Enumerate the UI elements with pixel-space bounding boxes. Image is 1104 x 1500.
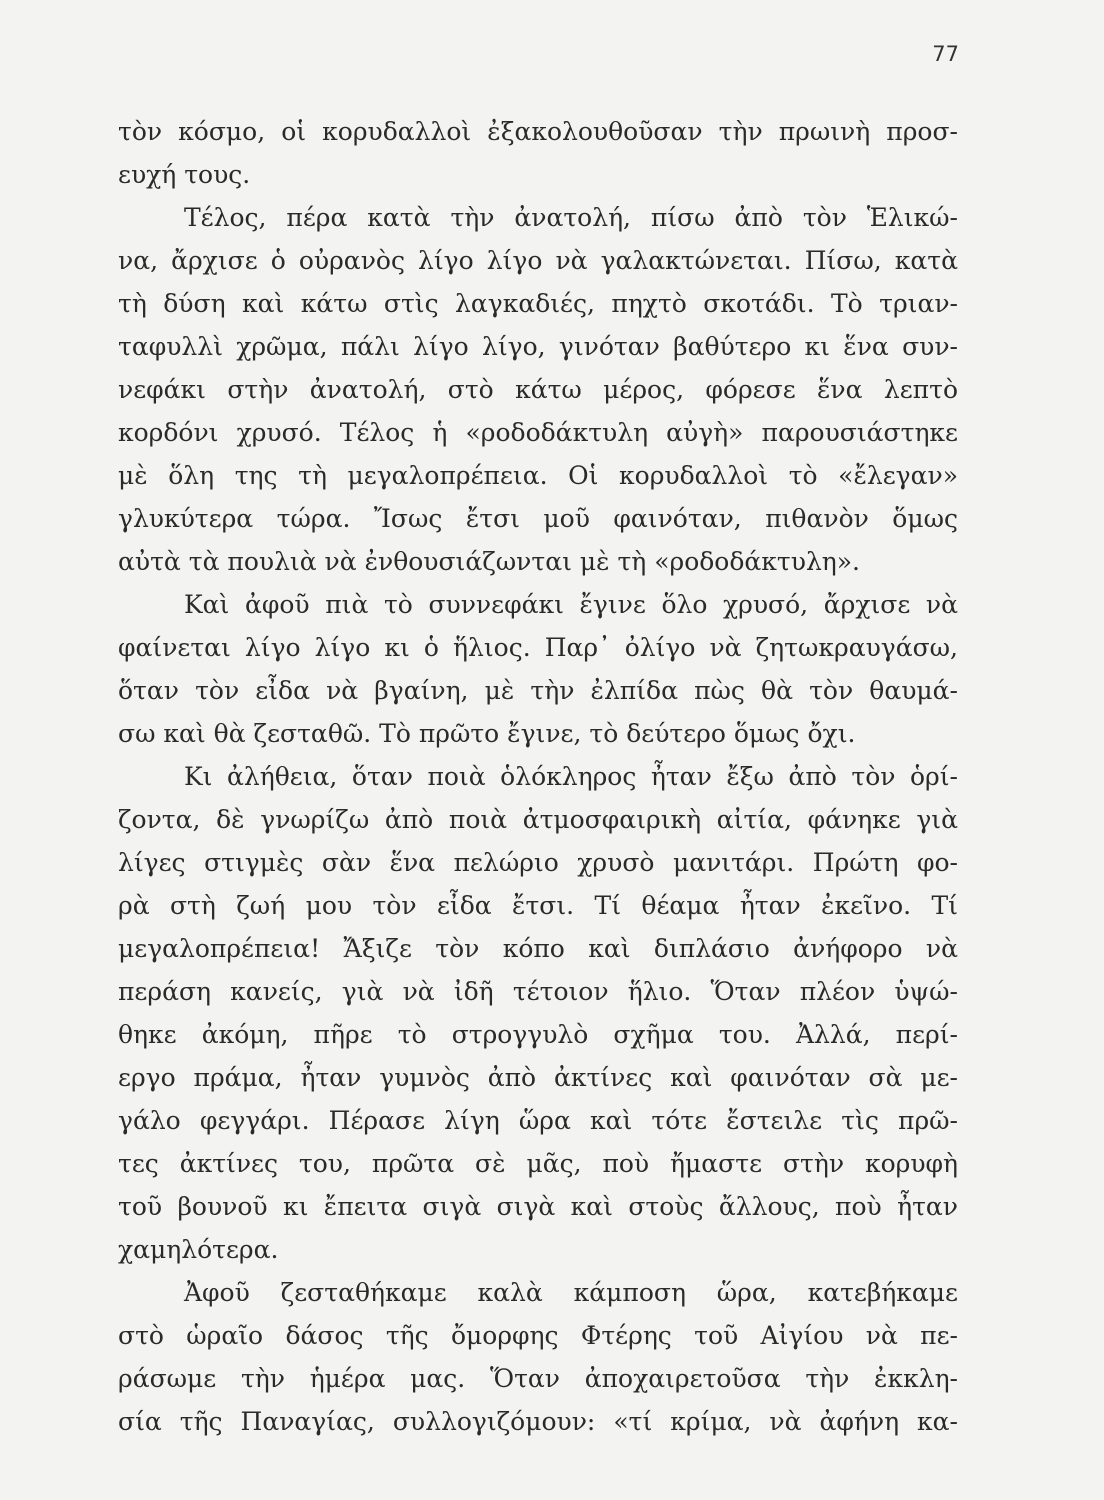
text-line: λίγες στιγμὲς σὰν ἕνα πελώριο χρυσὸ μανιτάρι. Πρώτη φο- xyxy=(118,848,958,877)
text-line: ζοντα, δὲ γνωρίζω ἀπὸ ποιὰ ἀτμοσφαιρικὴ αἰτία, φάνηκε γιὰ xyxy=(118,805,958,834)
text-line: Καὶ ἀφοῦ πιὰ τὸ συννεφάκι ἔγινε ὅλο χρυσό, ἄρχισε νὰ xyxy=(184,590,958,619)
text-line: αὐτὰ τὰ πουλιὰ νὰ ἐνθουσιάζωνται μὲ τὴ «ροδοδάκτυλη». xyxy=(118,547,861,576)
paragraph xyxy=(118,583,958,755)
text-line: περάση κανείς, γιὰ νὰ ἰδῆ τέτοιον ἥλιο. Ὅταν πλέον ὑψώ- xyxy=(118,977,958,1006)
text-line: κορδόνι χρυσό. Τέλος ἡ «ροδοδάκτυλη αὐγὴ» παρουσιάστηκε xyxy=(118,418,958,447)
text-line: Κι ἀλήθεια, ὅταν ποιὰ ὁλόκληρος ἦταν ἔξω ἀπὸ τὸν ὁρί- xyxy=(184,762,958,791)
text-line: γλυκύτερα τώρα. Ἴσως ἔτσι μοῦ φαινόταν, πιθανὸν ὅμως xyxy=(118,504,958,533)
page-number: 77 xyxy=(932,42,959,66)
text-line: χαμηλότερα. xyxy=(118,1235,279,1264)
text-line: Ἀφοῦ ζεσταθήκαμε καλὰ κάμποση ὥρα, κατεβήκαμε xyxy=(184,1278,958,1307)
paragraph xyxy=(118,110,958,196)
text-line: εργο πράμα, ἦταν γυμνὸς ἀπὸ ἀκτίνες καὶ φαινόταν σὰ με- xyxy=(118,1063,958,1092)
text-line: μὲ ὅλη της τὴ μεγαλοπρέπεια. Οἱ κορυδαλλοὶ τὸ «ἔλεγαν» xyxy=(118,461,958,490)
text-line: τοῦ βουνοῦ κι ἔπειτα σιγὰ σιγὰ καὶ στοὺς ἄλλους, ποὺ ἦταν xyxy=(118,1192,958,1221)
text-line: ταφυλλὶ χρῶμα, πάλι λίγο λίγο, γινόταν βαθύτερο κι ἕνα συν- xyxy=(118,332,958,361)
text-line: τες ἀκτίνες του, πρῶτα σὲ μᾶς, ποὺ ἤμαστε στὴν κορυφὴ xyxy=(118,1149,958,1178)
paragraph xyxy=(118,196,958,583)
text-line: στὸ ὡραῖο δάσος τῆς ὄμορφης Φτέρης τοῦ Αἰγίου νὰ πε- xyxy=(118,1321,958,1350)
text-line: ρὰ στὴ ζωή μου τὸν εἶδα ἔτσι. Τί θέαμα ἦταν ἐκεῖνο. Τί xyxy=(118,891,958,920)
text-line: ὅταν τὸν εἶδα νὰ βγαίνη, μὲ τὴν ἐλπίδα πὼς θὰ τὸν θαυμά- xyxy=(118,676,958,705)
text-body xyxy=(118,110,958,1443)
text-line: να, ἄρχισε ὁ οὐρανὸς λίγο λίγο νὰ γαλακτώνεται. Πίσω, κατὰ xyxy=(118,246,958,275)
paragraph xyxy=(118,1271,958,1443)
text-line: τὴ δύση καὶ κάτω στὶς λαγκαδιές, πηχτὸ σκοτάδι. Τὸ τριαν- xyxy=(118,289,958,318)
text-line: θηκε ἀκόμη, πῆρε τὸ στρογγυλὸ σχῆμα του. Ἀλλά, περί- xyxy=(118,1020,958,1049)
text-line: σία τῆς Παναγίας, συλλογιζόμουν: «τί κρίμα, νὰ ἀφήνη κα- xyxy=(118,1407,958,1436)
text-line: νεφάκι στὴν ἀνατολή, στὸ κάτω μέρος, φόρεσε ἕνα λεπτὸ xyxy=(118,375,958,404)
text-line: μεγαλοπρέπεια! Ἄξιζε τὸν κόπο καὶ διπλάσιο ἀνήφορο νὰ xyxy=(118,934,958,963)
text-line: σω καὶ θὰ ζεσταθῶ. Τὸ πρῶτο ἔγινε, τὸ δεύτερο ὅμως ὄχι. xyxy=(118,719,856,748)
text-line: Τέλος, πέρα κατὰ τὴν ἀνατολή, πίσω ἀπὸ τὸν Ἑλικώ- xyxy=(184,203,958,232)
text-line: γάλο φεγγάρι. Πέρασε λίγη ὥρα καὶ τότε ἔστειλε τὶς πρῶ- xyxy=(118,1106,958,1135)
text-line: ράσωμε τὴν ἡμέρα μας. Ὅταν ἀποχαιρετοῦσα τὴν ἐκκλη- xyxy=(118,1364,958,1393)
text-line: τὸν κόσμο, οἱ κορυδαλλοὶ ἐξακολουθοῦσαν τὴν πρωινὴ προσ- xyxy=(118,117,958,146)
text-line: ευχή τους. xyxy=(118,160,251,189)
text-line: φαίνεται λίγο λίγο κι ὁ ἥλιος. Παρ᾽ ὀλίγο νὰ ζητωκραυγάσω, xyxy=(118,633,958,662)
paragraph xyxy=(118,755,958,1271)
